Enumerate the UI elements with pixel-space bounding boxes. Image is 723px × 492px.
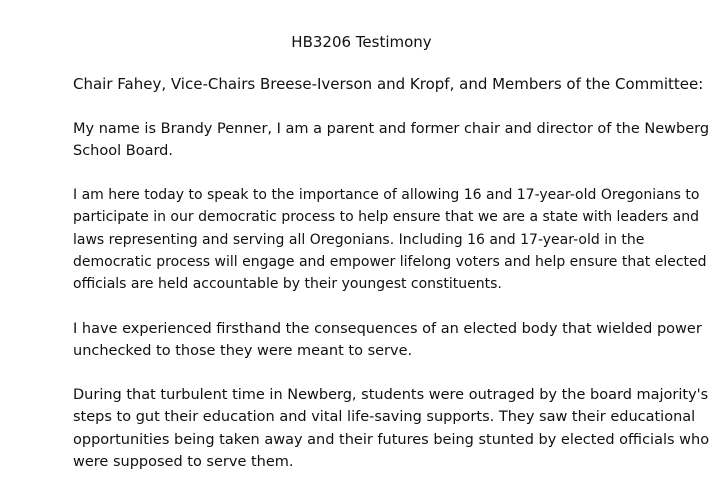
text-line: laws representing and serving all Oregonians. Including 16 and 17-year-old in the (73, 231, 645, 248)
text-line: democratic process will engage and empower lifelong voters and help ensure that elected (73, 253, 707, 270)
intro-paragraph (73, 118, 710, 163)
turbulent-time-paragraph (73, 384, 710, 473)
experience-paragraph (73, 318, 702, 363)
text-line: My name is Brandy Penner, I am a parent and former chair and director of the Newberg (73, 121, 710, 137)
text-line: opportunities being taken away and their futures being stunted by elected officials who (73, 431, 710, 448)
text-line: were supposed to serve them. (73, 453, 294, 470)
text-line: During that turbulent time in Newberg, students were outraged by the board majority's (73, 387, 709, 403)
text-line: participate in our democratic process to help ensure that we are a state with leaders and (73, 209, 699, 226)
importance-paragraph (73, 184, 707, 295)
text-line: unchecked to those they were meant to serve. (73, 343, 413, 360)
text-line: officials are held accountable by their youngest constituents. (73, 276, 502, 293)
salutation-paragraph (73, 73, 704, 95)
text-line: steps to gut their education and vital life-saving supports. They saw their educational (73, 409, 696, 426)
text-line: School Board. (73, 143, 173, 160)
document-title: HB3206 Testimony (291, 33, 432, 51)
text-line: Chair Fahey, Vice-Chairs Breese-Iverson and Kropf, and Members of the Committee: (73, 75, 704, 93)
text-line: I am here today to speak to the importance of allowing 16 and 17-year-old Oregonians to (73, 187, 700, 203)
text-line: I have experienced firsthand the consequences of an elected body that wielded power (73, 321, 702, 337)
